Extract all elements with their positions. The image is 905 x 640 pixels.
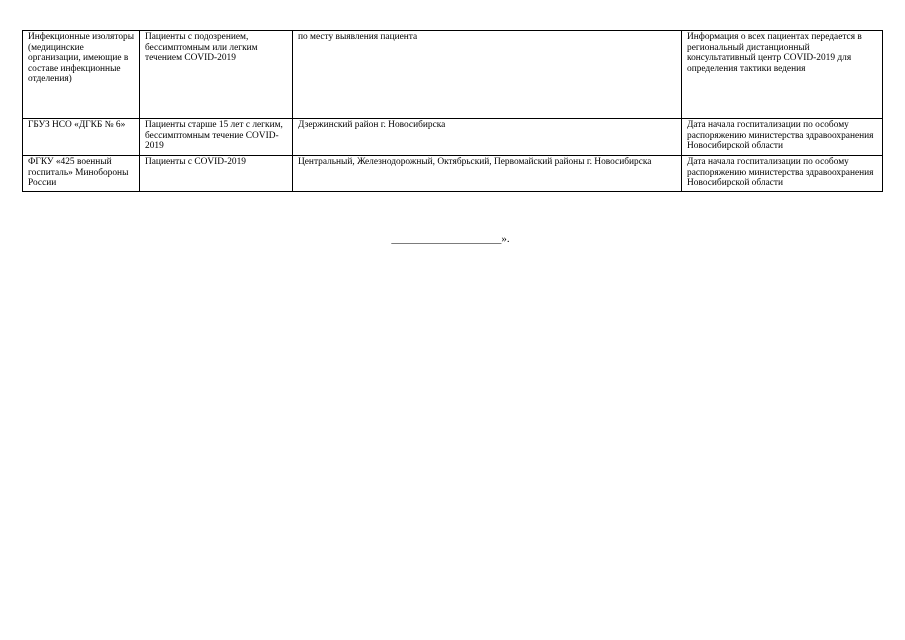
table-row (23, 119, 883, 156)
table-cell-territory: Центральный, Железнодорожный, Октябрьский, Первомайский районы г. Новосибирска (293, 156, 682, 192)
table-cell-territory: Дзержинский район г. Новосибирска (293, 119, 682, 156)
table-cell-organization: ФГКУ «425 военный госпиталь» Минобороны России (23, 156, 140, 192)
table-row (23, 31, 883, 119)
table-cell-patients: Пациенты с подозрением, бессимптомным или легким течением COVID-2019 (140, 31, 293, 119)
table-cell-patients: Пациенты старше 15 лет с легким, бессимптомным течение COVID-2019 (140, 119, 293, 156)
table-cell-note: Дата начала госпитализации по особому распоряжению министерства здравоохранения Новосибирской области (682, 156, 883, 192)
table-cell-territory: по месту выявления пациента (293, 31, 682, 119)
table-row (23, 156, 883, 192)
table-cell-note: Дата начала госпитализации по особому распоряжению министерства здравоохранения Новосибирской области (682, 119, 883, 156)
hospitalization-table (22, 30, 883, 192)
closing-line-text: ____________________». (391, 233, 510, 245)
table-cell-note: Информация о всех пациентах передается в региональный дистанционный консультативный центр COVID-2019 для определения тактики ведения (682, 31, 883, 119)
table-cell-organization: ГБУЗ НСО «ДГКБ № 6» (23, 119, 140, 156)
table-cell-organization: Инфекционные изоляторы (медицинские организации, имеющие в составе инфекционные отделения) (23, 31, 140, 119)
closing-line (0, 233, 905, 246)
table-cell-patients: Пациенты с COVID-2019 (140, 156, 293, 192)
